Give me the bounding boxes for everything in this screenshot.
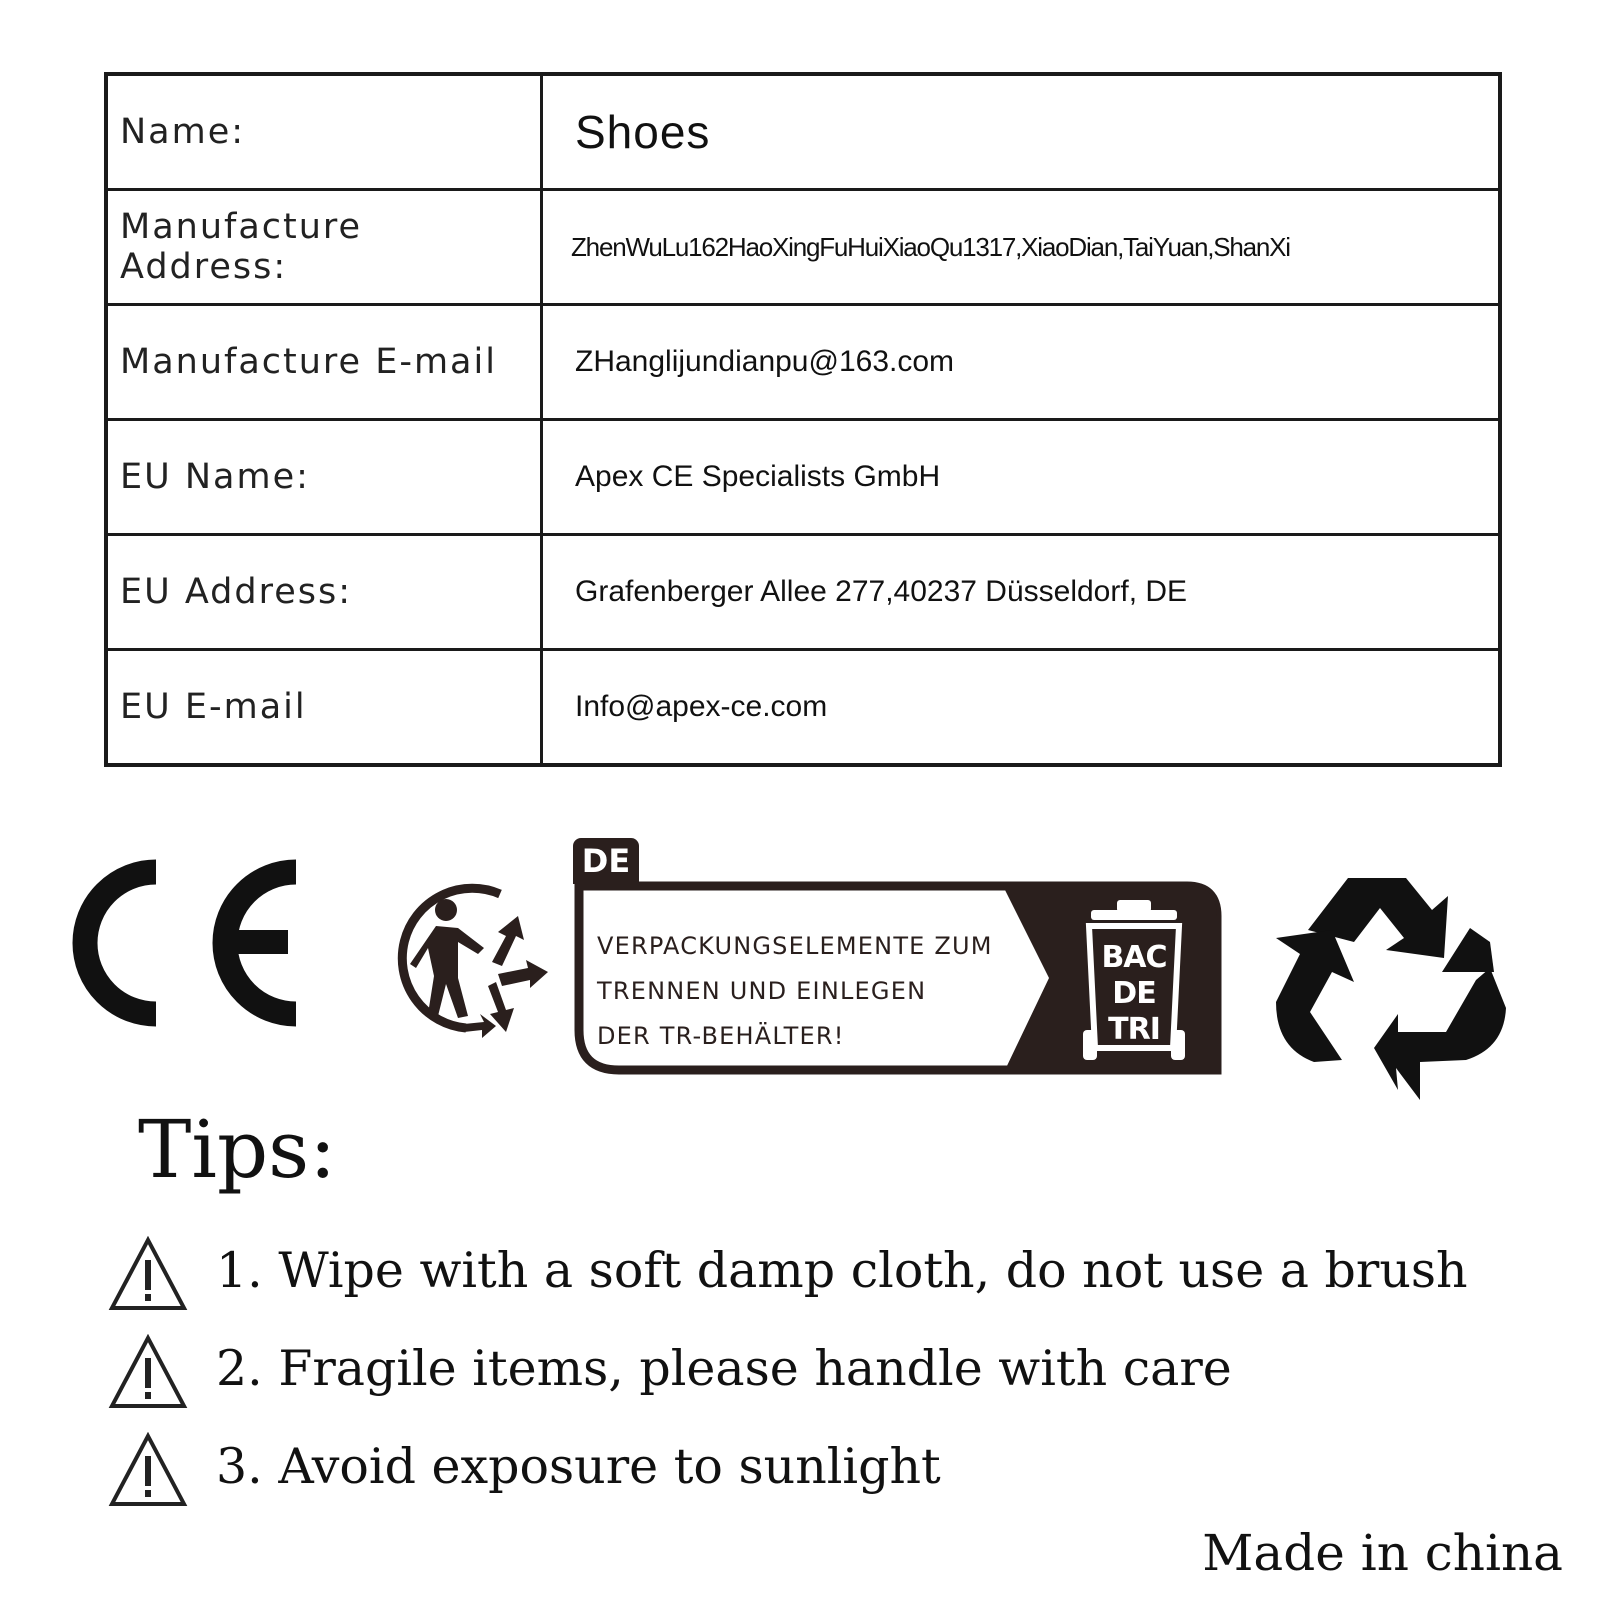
- row-value: Apex CE Specialists GmbH: [542, 420, 1501, 535]
- warning-triangle-icon: [108, 1334, 188, 1410]
- row-value: ZhenWuLu162HaoXingFuHuiXiaoQu1317,XiaoDian,TaiYuan,ShanXi: [542, 190, 1501, 305]
- tip-text: 1. Wipe with a soft damp cloth, do not use a brush: [216, 1242, 1468, 1299]
- table-row: [106, 74, 1500, 190]
- tip-item: [108, 1334, 1508, 1424]
- row-label: Name:: [106, 74, 542, 190]
- bin-label: [1091, 940, 1177, 1048]
- warning-triangle-icon: [108, 1236, 188, 1312]
- sorting-text-line: DER TR-BEHÄLTER!: [597, 1022, 845, 1050]
- table-row: [106, 650, 1500, 766]
- tip-item: [108, 1432, 1508, 1522]
- sorting-instruction-text: [597, 924, 1017, 1059]
- row-value: ZHanglijundianpu@163.com: [542, 305, 1501, 420]
- bin-text-line: DE: [1112, 976, 1156, 1011]
- triman-recycling-person-icon: [388, 876, 552, 1040]
- made-in-label: Made in china: [1202, 1524, 1563, 1582]
- sorting-text-line: VERPACKUNGSELEMENTE ZUM: [597, 932, 993, 960]
- tip-item: [108, 1236, 1508, 1326]
- row-label: EU E-mail: [106, 650, 542, 766]
- row-label: Manufacture E-mail: [106, 305, 542, 420]
- row-value: Info@apex-ce.com: [542, 650, 1501, 766]
- tips-heading: Tips:: [138, 1103, 337, 1196]
- table-row: [106, 420, 1500, 535]
- warning-triangle-icon: [108, 1432, 188, 1508]
- bin-text-line: BAC: [1101, 940, 1167, 975]
- tip-text: 2. Fragile items, please handle with care: [216, 1340, 1232, 1397]
- row-label: Manufacture Address:: [106, 190, 542, 305]
- tip-text: 3. Avoid exposure to sunlight: [216, 1438, 941, 1495]
- country-badge: DE: [573, 838, 639, 884]
- table-row: [106, 305, 1500, 420]
- row-value: Shoes: [542, 74, 1501, 190]
- ce-mark-icon: [72, 858, 310, 1028]
- row-label: EU Address:: [106, 535, 542, 650]
- row-value: Grafenberger Allee 277,40237 Düsseldorf, DE: [542, 535, 1501, 650]
- row-label: EU Name:: [106, 420, 542, 535]
- recycle-arrows-icon: [1270, 872, 1510, 1102]
- sorting-instruction-label: [573, 880, 1223, 1080]
- sorting-text-line: TRENNEN UND EINLEGEN: [597, 977, 927, 1005]
- product-info-table: [104, 72, 1502, 767]
- table-row: [106, 535, 1500, 650]
- bin-text-line: TRI: [1108, 1012, 1160, 1047]
- table-row: [106, 190, 1500, 305]
